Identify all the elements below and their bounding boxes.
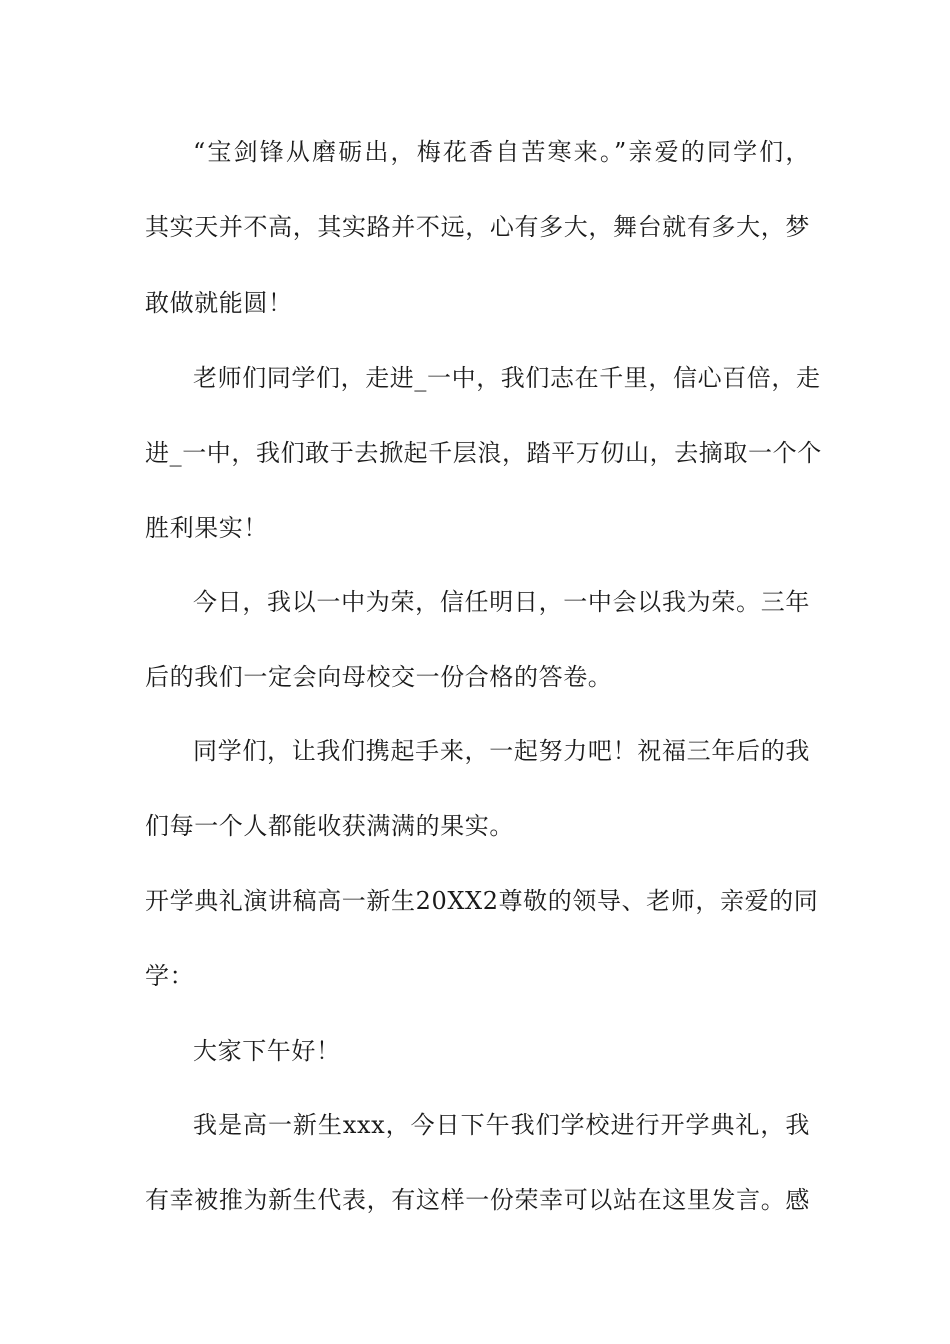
text-line: 开学典礼演讲稿高一新生20XX2尊敬的领导、老师，亲爱的同 xyxy=(145,887,819,915)
text-line: 老师们同学们，走进_一中，我们志在千里，信心百倍，走 xyxy=(193,364,821,392)
text-line: 后的我们一定会向母校交一份合格的答卷。 xyxy=(145,663,613,691)
text-line: 学： xyxy=(145,962,195,990)
text-line: 敢做就能圆！ xyxy=(145,289,293,317)
text-line: 我是高一新生xxx，今日下午我们学校进行开学典礼，我 xyxy=(193,1111,810,1139)
text-line: “宝剑锋从磨砺出，梅花香自苦寒来。”亲爱的同学们， xyxy=(193,138,810,166)
text-line: 胜利果实！ xyxy=(145,514,268,542)
text-line: 进_一中，我们敢于去掀起千层浪，踏平万仞山，去摘取一个个 xyxy=(145,439,822,467)
text-line: 有幸被推为新生代表，有这样一份荣幸可以站在这里发言。感 xyxy=(145,1186,810,1214)
text-line: 同学们，让我们携起手来，一起努力吧！祝福三年后的我 xyxy=(193,737,810,765)
text-line: 今日，我以一中为荣，信任明日，一中会以我为荣。三年 xyxy=(193,588,810,616)
text-line: 大家下午好！ xyxy=(193,1037,341,1065)
text-line: 们每一个人都能收获满满的果实。 xyxy=(145,812,514,840)
text-line: 其实天并不高，其实路并不远，心有多大，舞台就有多大，梦 xyxy=(145,213,810,241)
